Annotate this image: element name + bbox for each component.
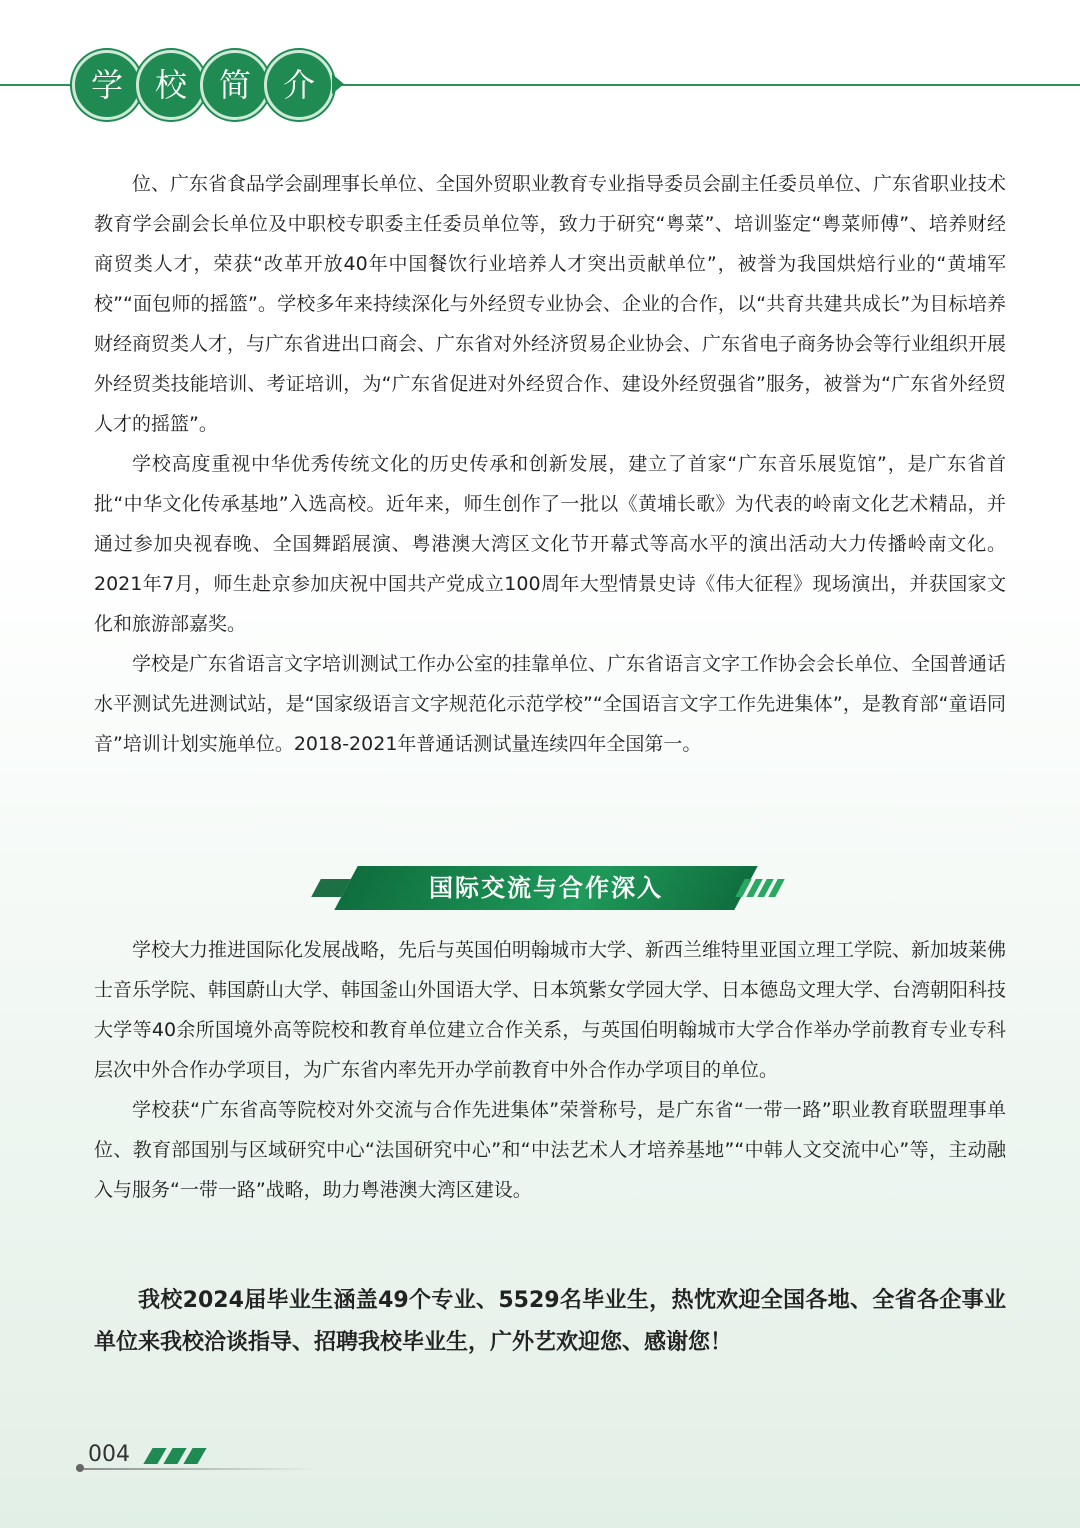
title-char-2: 校 (136, 50, 206, 120)
section-paragraph-2: 学校获“广东省高等院校对外交流与合作先进集体”荣誉称号，是广东省“一带一路”职业教育联盟理事单位、教育部国别与区域研究中心“法国研究中心”和“中法艺术人才培养基地”“中韩人文交流中心”等，主动融入与服务“一带一路”战略，助力粤港澳大湾区建设。 (94, 1099, 1006, 1201)
banner-stripes-decoration (740, 879, 800, 897)
section-body (94, 930, 1006, 1210)
intro-paragraph-2: 学校高度重视中华优秀传统文化的历史传承和创新发展，建立了首家“广东音乐展览馆”，是广东省首批“中华文化传承基地”入选高校。近年来，师生创作了一批以《黄埔长歌》为代表的岭南文化艺术精品，并通过参加央视春晚、全国舞蹈展演、粤港澳大湾区文化节开幕式等高水平的演出活动大力传播岭南文化。2021年7月，师生赴京参加庆祝中国共产党成立100周年大型情景史诗《伟大征程》现场演出，并获国家文化和旅游部嘉奖。 (94, 453, 1006, 635)
intro-body (94, 164, 1006, 764)
footer-stripes-decoration (148, 1448, 228, 1464)
footer-rule (76, 1468, 316, 1470)
section-heading-banner (316, 866, 780, 910)
closing-statement: 我校2024届毕业生涵盖49个专业、5529名毕业生，热忱欢迎全国各地、全省各企事业单位来我校洽谈指导、招聘我校毕业生，广外艺欢迎您、感谢您！ (94, 1288, 1006, 1355)
page-footer (76, 1442, 316, 1472)
section-heading: 国际交流与合作深入 (429, 874, 663, 902)
section-paragraph-1: 学校大力推进国际化发展战略，先后与英国伯明翰城市大学、新西兰维特里亚国立理工学院、新加坡莱佛士音乐学院、韩国蔚山大学、韩国釜山外国语大学、日本筑紫女学园大学、日本德岛文理大学、台湾朝阳科技大学等40余所国境外高等院校和教育单位建立合作关系，与英国伯明翰城市大学合作举办学前教育专业专科层次中外合作办学项目，为广东省内率先开办学前教育中外合作办学项目的单位。 (94, 939, 1007, 1081)
footer-dot-icon (76, 1464, 84, 1472)
title-char-1: 学 (72, 50, 142, 120)
page-number: 004 (88, 1442, 130, 1467)
intro-paragraph-1: 位、广东省食品学会副理事长单位、全国外贸职业教育专业指导委员会副主任委员单位、广东省职业技术教育学会副会长单位及中职校专职委主任委员单位等，致力于研究“粤菜”、培训鉴定“粤菜师傅”、培养财经商贸类人才，荣获“改革开放40年中国餐饮行业培养人才突出贡献单位”，被誉为我国烘焙行业的“黄埔军校”“面包师的摇篮”。学校多年来持续深化与外经贸专业协会、企业的合作，以“共育共建共成长”为目标培养财经商贸类人才，与广东省进出口商会、广东省对外经济贸易企业协会、广东省电子商务协会等行业组织开展外经贸类技能培训、考证培训，为“广东省促进对外经贸合作、建设外经贸强省”服务，被誉为“广东省外经贸人才的摇篮”。 (94, 173, 1007, 435)
title-char-3: 简 (200, 50, 270, 120)
intro-paragraph-3: 学校是广东省语言文字培训测试工作办公室的挂靠单位、广东省语言文字工作协会会长单位、全国普通话水平测试先进测试站，是“国家级语言文字规范化示范学校”“全国语言文字工作先进集体”，是教育部“童语同音”培训计划实施单位。2018-2021年普通话测试量连续四年全国第一。 (94, 653, 1007, 755)
title-char-4: 介 (264, 50, 334, 120)
title-arrow-icon (332, 74, 344, 94)
